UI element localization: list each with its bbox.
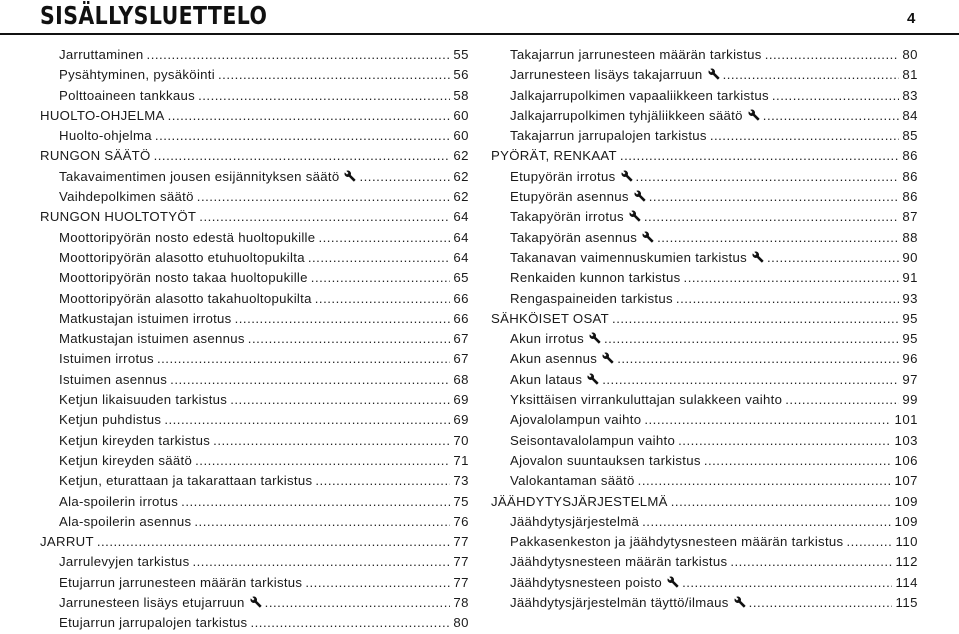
toc-entry-title: Ala-spoilerin asennus <box>59 513 192 529</box>
toc-entry-title: Seisontavalolampun vaihto <box>510 432 676 448</box>
toc-entry-title: Etujarrun jarrupalojen tarkistus <box>59 615 248 631</box>
toc-entry-page-number: 109 <box>894 513 918 529</box>
wrench-icon <box>587 373 599 385</box>
toc-section-heading[interactable] <box>491 492 918 512</box>
toc-entry-title: Istuimen irrotus <box>59 351 154 367</box>
dot-leader <box>250 613 450 633</box>
toc-entry-page-number: 60 <box>453 107 469 123</box>
toc-entry[interactable] <box>40 552 469 572</box>
toc-entry-page-number: 84 <box>902 107 918 123</box>
toc-entry-page-number: 70 <box>453 432 469 448</box>
toc-entry-page-number: 69 <box>453 392 469 408</box>
toc-entry-page-number: 62 <box>453 148 469 164</box>
toc-entry-title: Jäähdytysnesteen määrän tarkistus <box>510 554 728 570</box>
toc-entry[interactable] <box>40 309 469 329</box>
toc-entry-title: JÄÄHDYTYSJÄRJESTELMÄ <box>491 493 668 509</box>
toc-entry-title: Jarrunesteen lisäys etujarruun <box>59 595 245 611</box>
toc-entry[interactable] <box>491 268 918 288</box>
toc-entry-title: Polttoaineen tankkaus <box>59 87 196 103</box>
dot-leader <box>230 390 450 410</box>
toc-entry-title: Matkustajan istuimen irrotus <box>59 310 232 326</box>
toc-entry-title: Akun irrotus <box>510 331 584 347</box>
toc-entry[interactable] <box>491 86 918 106</box>
toc-entry-title: Valokantaman säätö <box>510 473 635 489</box>
toc-entry-title: Ketjun kireyden säätö <box>59 452 193 468</box>
toc-entry-page-number: 64 <box>453 249 469 265</box>
dot-leader <box>359 167 450 187</box>
dot-leader <box>318 228 450 248</box>
wrench-icon <box>589 332 601 344</box>
wrench-icon <box>344 170 356 182</box>
dot-leader <box>248 329 450 349</box>
toc-entry-page-number: 73 <box>453 473 469 489</box>
dot-leader <box>154 146 450 166</box>
wrench-icon <box>602 352 614 364</box>
wrench-icon <box>250 596 262 608</box>
toc-entry-title: Moottoripyörän nosto takaa huoltopukille <box>59 270 308 286</box>
dot-leader <box>164 410 450 430</box>
toc-entry-page-number: 76 <box>453 513 469 529</box>
dot-leader <box>602 370 899 390</box>
dot-leader <box>197 187 450 207</box>
toc-entry[interactable] <box>40 370 469 390</box>
toc-entry[interactable] <box>40 431 469 451</box>
toc-entry-page-number: 115 <box>895 595 918 611</box>
dot-leader <box>218 65 450 85</box>
dot-leader <box>704 451 892 471</box>
dot-leader <box>170 370 450 390</box>
toc-entry-title: Akun lataus <box>510 371 583 387</box>
toc-entry-page-number: 66 <box>453 290 469 306</box>
toc-entry-title: Moottoripyörän nosto edestä huoltopukille <box>59 229 316 245</box>
toc-entry-title: Akun asennus <box>510 351 598 367</box>
dot-leader <box>682 573 892 593</box>
wrench-icon <box>667 576 679 588</box>
toc-left-column <box>40 45 469 634</box>
toc-entry-page-number: 107 <box>894 473 918 489</box>
toc-entry-page-number: 87 <box>902 209 918 225</box>
dot-leader <box>638 471 892 491</box>
toc-entry-title: Takajarrun jarrupalojen tarkistus <box>510 128 707 144</box>
toc-entry[interactable] <box>40 512 469 532</box>
toc-entry-title: Pakkasenkeston ja jäähdytysnesteen määrän tarkistus <box>510 534 844 550</box>
toc-entry-page-number: 67 <box>453 331 469 347</box>
toc-section-heading[interactable] <box>40 532 469 552</box>
dot-leader <box>676 289 899 309</box>
toc-entry-page-number: 91 <box>902 270 918 286</box>
dot-leader <box>199 207 450 227</box>
toc-entry[interactable] <box>40 65 469 85</box>
toc-entry-page-number: 60 <box>453 128 469 144</box>
toc-entry-page-number: 55 <box>453 47 469 62</box>
toc-entry-title: Jäähdytysjärjestelmän täyttö/ilmaus <box>510 595 729 611</box>
toc-entry[interactable] <box>40 228 469 248</box>
toc-entry-title: Moottoripyörän alasotto takahuoltopukilta <box>59 290 312 306</box>
dot-leader <box>168 106 450 126</box>
page-number: 4 <box>907 10 916 27</box>
toc-entry-page-number: 58 <box>453 87 469 103</box>
dot-leader <box>315 289 450 309</box>
dot-leader <box>308 248 450 268</box>
toc-entry-title: Etupyörän asennus <box>510 189 629 205</box>
toc-section-heading[interactable] <box>40 146 469 166</box>
wrench-icon <box>634 190 646 202</box>
toc-entry-page-number: 109 <box>894 493 918 509</box>
toc-entry-title: Takapyörän irrotus <box>510 209 624 225</box>
toc-section-heading[interactable] <box>491 146 918 166</box>
toc-entry-title: Pysähtyminen, pysäköinti <box>59 67 215 83</box>
toc-entry-page-number: 85 <box>902 128 918 144</box>
dot-leader <box>772 86 899 106</box>
toc-entry[interactable] <box>40 86 469 106</box>
toc-entry-page-number: 86 <box>902 189 918 205</box>
toc-entry-page-number: 77 <box>453 554 469 570</box>
toc-entry-title: SÄHKÖISET OSAT <box>491 310 610 326</box>
toc-entry-title: Ketjun, eturattaan ja takarattaan tarkistus <box>59 473 313 489</box>
dot-leader <box>604 329 899 349</box>
toc-entry-page-number: 64 <box>453 229 469 245</box>
dot-leader <box>147 45 450 65</box>
dot-leader <box>235 309 450 329</box>
toc-entry-page-number: 112 <box>895 554 918 570</box>
toc-entry-page-number: 101 <box>894 412 918 428</box>
toc-entry[interactable] <box>491 390 918 410</box>
toc-entry-title: Matkustajan istuimen asennus <box>59 331 245 347</box>
dot-leader <box>671 492 892 512</box>
dot-leader <box>612 309 899 329</box>
toc-entry-title: Vaihdepolkimen säätö <box>59 189 194 205</box>
toc-entry-title: JARRUT <box>40 534 94 550</box>
toc-entry-title: Jalkajarrupolkimen vapaaliikkeen tarkistus <box>510 87 769 103</box>
wrench-icon <box>734 596 746 608</box>
page-header <box>0 0 959 34</box>
toc-entry-page-number: 97 <box>902 371 918 387</box>
toc-entry-title: PYÖRÄT, RENKAAT <box>491 148 617 164</box>
toc-entry-page-number: 80 <box>902 47 918 62</box>
toc-entry[interactable] <box>40 451 469 471</box>
dot-leader <box>785 390 899 410</box>
toc-entry-title: Istuimen asennus <box>59 371 168 387</box>
toc-entry[interactable] <box>491 329 918 349</box>
dot-leader <box>617 349 899 369</box>
toc-entry[interactable] <box>491 349 918 369</box>
toc-entry[interactable] <box>491 552 918 572</box>
toc-entry-page-number: 75 <box>453 493 469 509</box>
toc-entry-page-number: 95 <box>902 310 918 326</box>
toc-entry-page-number: 88 <box>902 229 918 245</box>
toc-entry-page-number: 99 <box>902 392 918 408</box>
dot-leader <box>192 552 450 572</box>
toc-entry-page-number: 114 <box>895 574 918 590</box>
toc-entry[interactable] <box>40 613 469 633</box>
dot-leader <box>198 86 450 106</box>
dot-leader <box>767 248 899 268</box>
toc-entry-page-number: 110 <box>895 534 918 550</box>
toc-entry-title: Jäähdytysjärjestelmä <box>510 513 640 529</box>
toc-entry-title: Takanavan vaimennuskumien tarkistus <box>510 249 747 265</box>
toc-entry[interactable] <box>491 471 918 491</box>
wrench-icon <box>748 109 760 121</box>
toc-entry[interactable] <box>491 370 918 390</box>
toc-entry[interactable] <box>491 126 918 146</box>
toc-entry-title: Jalkajarrupolkimen tyhjäliikkeen säätö <box>510 107 743 123</box>
toc-entry[interactable] <box>40 187 469 207</box>
toc-entry-page-number: 69 <box>453 412 469 428</box>
toc-entry[interactable] <box>40 573 469 593</box>
toc-entry[interactable] <box>40 349 469 369</box>
dot-leader <box>636 167 899 187</box>
toc-entry-page-number: 68 <box>453 371 469 387</box>
dot-leader <box>265 593 450 613</box>
dot-leader <box>620 146 899 166</box>
toc-entry-title: Ajovalolampun vaihto <box>510 412 642 428</box>
dot-leader <box>155 126 450 146</box>
toc-entry-page-number: 83 <box>902 87 918 103</box>
toc-entry[interactable] <box>491 410 918 430</box>
toc-section-heading[interactable] <box>491 309 918 329</box>
toc-entry-title: Ketjun likaisuuden tarkistus <box>59 392 228 408</box>
dot-leader <box>311 268 450 288</box>
toc-entry[interactable] <box>491 451 918 471</box>
toc-entry-page-number: 64 <box>453 209 469 225</box>
toc-entry-page-number: 86 <box>902 168 918 184</box>
page-title: SISÄLLYSLUETTELO <box>40 1 268 30</box>
toc-entry[interactable] <box>491 45 918 65</box>
toc-entry-title: Huolto-ohjelma <box>59 128 152 144</box>
dot-leader <box>765 45 899 65</box>
toc-entry-page-number: 56 <box>453 67 469 83</box>
toc-entry[interactable] <box>40 126 469 146</box>
toc-entry-title: Jarrulevyjen tarkistus <box>59 554 190 570</box>
toc-entry-page-number: 62 <box>453 168 469 184</box>
toc-section-heading[interactable] <box>40 207 469 227</box>
toc-entry-page-number: 65 <box>453 270 469 286</box>
toc-entry[interactable] <box>491 187 918 207</box>
toc-entry[interactable] <box>40 248 469 268</box>
toc-entry[interactable] <box>40 492 469 512</box>
toc-entry-title: Takavaimentimen jousen esijännityksen säätö <box>59 168 340 184</box>
toc-entry[interactable] <box>491 593 918 613</box>
dot-leader <box>723 65 899 85</box>
dot-leader <box>194 512 450 532</box>
toc-entry-title: Jarrunesteen lisäys takajarruun <box>510 67 703 83</box>
dot-leader <box>213 431 450 451</box>
toc-entry-page-number: 77 <box>453 574 469 590</box>
toc-entry[interactable] <box>40 410 469 430</box>
toc-entry-title: Jarruttaminen <box>59 47 144 62</box>
toc-entry-page-number: 81 <box>902 67 918 83</box>
toc-entry-title: Renkaiden kunnon tarkistus <box>510 270 681 286</box>
toc-entry[interactable] <box>40 329 469 349</box>
toc-entry[interactable] <box>491 207 918 227</box>
wrench-icon <box>752 251 764 263</box>
dot-leader <box>157 349 450 369</box>
wrench-icon <box>621 170 633 182</box>
dot-leader <box>181 492 450 512</box>
toc-entry-page-number: 86 <box>902 148 918 164</box>
dot-leader <box>684 268 899 288</box>
toc-entry-page-number: 96 <box>902 351 918 367</box>
toc-entry-page-number: 78 <box>453 595 469 611</box>
toc-entry-page-number: 80 <box>453 615 469 631</box>
toc-entry-title: Ala-spoilerin irrotus <box>59 493 179 509</box>
toc-entry[interactable] <box>40 289 469 309</box>
toc-entry-title: Rengaspaineiden tarkistus <box>510 290 673 306</box>
dot-leader <box>846 532 892 552</box>
dot-leader <box>710 126 899 146</box>
toc-entry[interactable] <box>491 248 918 268</box>
toc-entry[interactable] <box>491 228 918 248</box>
toc-entry[interactable] <box>491 65 918 85</box>
toc-entry[interactable] <box>491 289 918 309</box>
dot-leader <box>644 207 899 227</box>
toc-entry-title: Ketjun puhdistus <box>59 412 162 428</box>
toc-entry-title: Etujarrun jarrunesteen määrän tarkistus <box>59 574 303 590</box>
dot-leader <box>678 431 891 451</box>
toc-entry-page-number: 90 <box>902 249 918 265</box>
toc-entry[interactable] <box>491 431 918 451</box>
toc-entry-page-number: 67 <box>453 351 469 367</box>
toc-entry-page-number: 71 <box>453 452 469 468</box>
dot-leader <box>763 106 899 126</box>
toc-entry-page-number: 77 <box>453 534 469 550</box>
wrench-icon <box>642 231 654 243</box>
dot-leader <box>749 593 893 613</box>
toc-entry[interactable] <box>40 167 469 187</box>
toc-entry-page-number: 93 <box>902 290 918 306</box>
wrench-icon <box>708 68 720 80</box>
toc-entry[interactable] <box>40 390 469 410</box>
toc-entry[interactable] <box>40 471 469 491</box>
toc-entry-title: Takapyörän asennus <box>510 229 638 245</box>
toc-entry-page-number: 103 <box>894 432 918 448</box>
dot-leader <box>315 471 450 491</box>
toc-right-column <box>491 45 918 613</box>
toc-entry[interactable] <box>40 268 469 288</box>
dot-leader <box>649 187 899 207</box>
toc-entry-title: RUNGON HUOLTOTYÖT <box>40 209 197 225</box>
toc-entry[interactable] <box>40 593 469 613</box>
toc-entry-page-number: 106 <box>894 452 918 468</box>
toc-entry-title: Takajarrun jarrunesteen määrän tarkistus <box>510 47 762 62</box>
toc-entry-title: HUOLTO-OHJELMA <box>40 107 165 123</box>
toc-entry-title: Ajovalon suuntauksen tarkistus <box>510 452 701 468</box>
toc-entry[interactable] <box>491 573 918 593</box>
toc-entry[interactable] <box>491 167 918 187</box>
dot-leader <box>644 410 891 430</box>
dot-leader <box>97 532 450 552</box>
toc-entry[interactable] <box>491 106 918 126</box>
toc-entry-page-number: 66 <box>453 310 469 326</box>
header-rule <box>0 33 959 35</box>
dot-leader <box>657 228 899 248</box>
toc-entry[interactable] <box>40 45 469 65</box>
toc-section-heading[interactable] <box>40 106 469 126</box>
toc-entry-title: Ketjun kireyden tarkistus <box>59 432 211 448</box>
toc-entry-title: Jäähdytysnesteen poisto <box>510 574 663 590</box>
toc-entry-title: Etupyörän irrotus <box>510 168 616 184</box>
dot-leader <box>730 552 892 572</box>
wrench-icon <box>629 210 641 222</box>
toc-entry[interactable] <box>491 512 918 532</box>
dot-leader <box>305 573 450 593</box>
toc-entry-page-number: 95 <box>902 331 918 347</box>
dot-leader <box>195 451 450 471</box>
dot-leader <box>642 512 891 532</box>
toc-entry[interactable] <box>491 532 918 552</box>
toc-entry-title: RUNGON SÄÄTÖ <box>40 148 151 164</box>
toc-entry-page-number: 62 <box>453 189 469 205</box>
toc-entry-title: Moottoripyörän alasotto etuhuoltopukilta <box>59 249 305 265</box>
toc-entry-title: Yksittäisen virrankuluttajan sulakkeen vaihto <box>510 392 783 408</box>
